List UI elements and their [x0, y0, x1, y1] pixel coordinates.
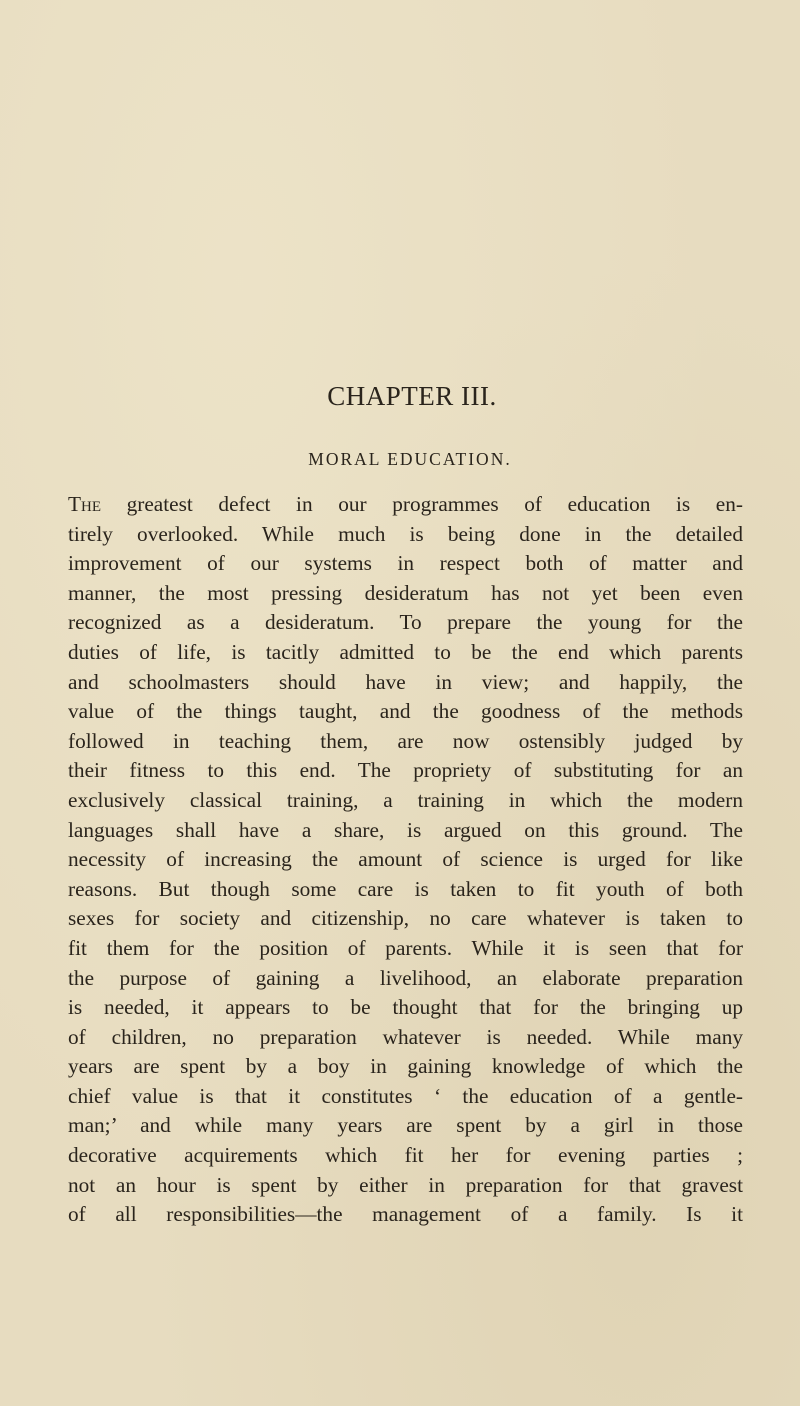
opening-word: The: [68, 492, 102, 516]
text-line: [68, 490, 743, 520]
text-line: languages shall have a share, is argued on this ground. The: [68, 817, 743, 842]
text-line: not an hour is spent by either in preparation for that gravest: [68, 1172, 743, 1197]
text-line: followed in teaching them, are now ostensibly judged by: [68, 728, 743, 753]
text-line: man;’ and while many years are spent by a girl in those: [68, 1113, 743, 1138]
text-line: decorative acquirements which fit her for evening parties ;: [68, 1143, 743, 1168]
text-line-content: greatest defect in our programmes of education is en-: [101, 492, 743, 516]
text-line: exclusively classical training, a training in which the modern: [68, 787, 743, 812]
text-line: of children, no preparation whatever is needed. While many: [68, 1024, 743, 1049]
text-line: years are spent by a boy in gaining knowledge of which the: [68, 1054, 743, 1079]
chapter-heading: CHAPTER III.: [327, 381, 497, 411]
text-line: manner, the most pressing desideratum has not yet been even: [68, 580, 743, 605]
text-line: and schoolmasters should have in view; and happily, the: [68, 669, 743, 694]
body-paragraph: [68, 490, 743, 1230]
text-line: their fitness to this end. The propriety of substituting for an: [68, 758, 743, 783]
text-line: duties of life, is tacitly admitted to be the end which parents: [68, 639, 743, 664]
text-line: sexes for society and citizenship, no care whatever is taken to: [68, 906, 743, 931]
text-line: is needed, it appears to be thought that for the bringing up: [68, 995, 743, 1020]
text-line: fit them for the position of parents. While it is seen that for: [68, 935, 743, 960]
text-line: reasons. But though some care is taken to fit youth of both: [68, 876, 743, 901]
text-line: the purpose of gaining a livelihood, an elaborate preparation: [68, 965, 743, 990]
text-line: chief value is that it constitutes ‘ the education of a gentle-: [68, 1083, 743, 1108]
text-line: value of the things taught, and the goodness of the methods: [68, 699, 743, 724]
text-line: improvement of our systems in respect both of matter and: [68, 551, 743, 576]
text-line: tirely overlooked. While much is being done in the detailed: [68, 521, 743, 546]
text-line: of all responsibilities—the management of a family. Is it: [68, 1202, 743, 1227]
text-line: necessity of increasing the amount of science is urged for like: [68, 847, 743, 872]
text-line: recognized as a desideratum. To prepare the young for the: [68, 610, 743, 635]
chapter-title: MORAL EDUCATION.: [308, 449, 512, 469]
